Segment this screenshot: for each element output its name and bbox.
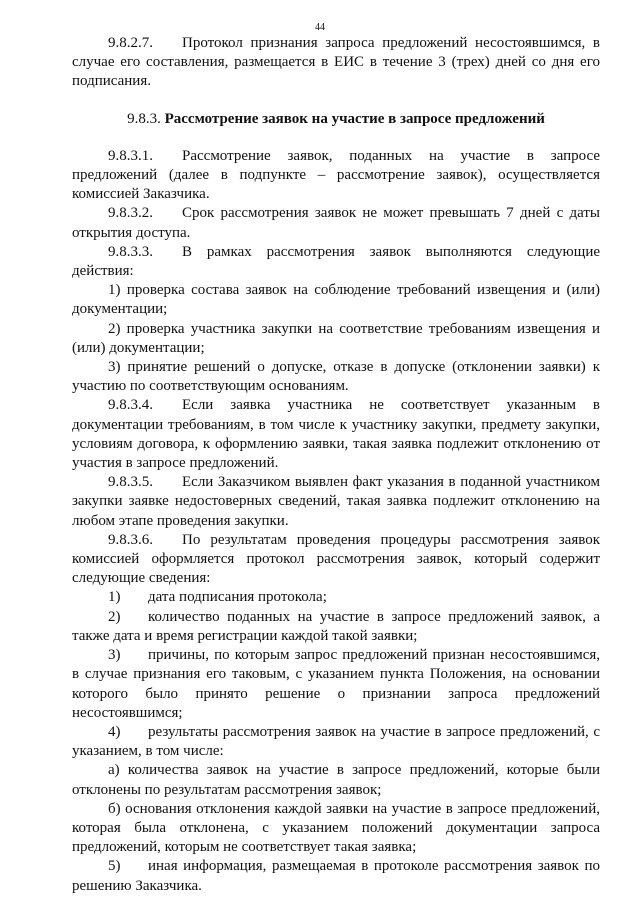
action-item-1: 1) проверка состава заявок на соблюдение требований извещения и (или) документации; [72, 282, 600, 318]
clause-number: 9.8.3.5. [108, 474, 153, 491]
paragraph-9-8-2-7 [72, 34, 600, 92]
item-number: 3) [108, 647, 121, 664]
action-item-3: 3) принятие решений о допуске, отказе в допуске (отклонении заявки) к участию по соответствующим основаниям. [72, 359, 600, 395]
item-text: причины, по которым запрос предложений признан несостоявшимся, в случае признания его таковым, с указанием пункта Положения, на основании которого было принято решение о признании запроса предложений несостоявшимся; [72, 647, 600, 721]
protocol-item-2 [72, 608, 600, 646]
paragraph-text: Срок рассмотрения заявок не может превышать 7 дней с даты открытия доступа. [72, 205, 600, 241]
item-number: 5) [108, 858, 121, 875]
paragraph-9-8-3-2 [72, 204, 600, 242]
protocol-item-4 [72, 723, 600, 761]
clause-number: 9.8.2.7. [108, 35, 153, 51]
paragraph-text: Если заявка участника не соответствует указанным в документации требованиям, в том числе к участнику закупки, предмету закупки, условиям договора, к оформлению заявки, такая заявка подлежит отклонению от участия в запросе предложений. [72, 397, 600, 472]
page-number: 44 [315, 22, 325, 33]
clause-number: 9.8.3.1. [108, 147, 153, 164]
clause-number: 9.8.3.4. [108, 397, 153, 414]
section-heading [72, 110, 600, 129]
paragraph-text: По результатам проведения процедуры рассмотрения заявок комиссией оформляется протокол рассмотрения заявок, который содержит следующие сведения: [72, 531, 600, 587]
protocol-item-5 [72, 857, 600, 895]
heading-title: Рассмотрение заявок на участие в запросе предложений [164, 110, 545, 127]
action-item-2: 2) проверка участника закупки на соответствие требованиям извещения и (или) документации; [72, 320, 600, 356]
item-text: дата подписания протокола; [148, 589, 327, 606]
item-number: 1) [108, 589, 121, 606]
item-number: 2) [108, 608, 121, 625]
clause-number: 9.8.3.6. [108, 531, 153, 548]
heading-number: 9.8.3. [127, 110, 161, 127]
item-text: иная информация, размещаемая в протоколе рассмотрения заявок по решению Заказчика. [72, 858, 600, 894]
item-number: 4) [108, 723, 121, 740]
paragraph-text: Если Заказчиком выявлен факт указания в поданной участником закупки заявке недостоверных сведений, такая заявка подлежит отклонению на любом этапе проведения закупки. [72, 474, 600, 529]
paragraph-9-8-3-5 [72, 473, 600, 531]
paragraph-9-8-3-6 [72, 531, 600, 589]
item-text: результаты рассмотрения заявок на участие в запросе предложений, с указанием, в том числе: [72, 723, 600, 760]
clause-number: 9.8.3.3. [108, 243, 153, 260]
sub-item-a: а) количества заявок на участие в запросе предложений, которые были отклонены по результатам рассмотрения заявок; [72, 762, 600, 798]
sub-item-b: б) основания отклонения каждой заявки на участие в запросе предложений, которая была отклонена, с указанием положений документации запроса предложений, которым не соответствует такая заявка; [72, 800, 600, 856]
paragraph-text: Протокол признания запроса предложений несостоявшимся, в случае его составления, размещается в ЕИС в течение 3 (трех) дней со дня его подписания. [72, 35, 600, 90]
paragraph-text: В рамках рассмотрения заявок выполняются следующие действия: [72, 243, 600, 280]
protocol-item-3 [72, 646, 600, 723]
item-text: количество поданных на участие в запросе предложений заявок, а также дата и время регистрации каждой такой заявки; [72, 608, 600, 644]
paragraph-9-8-3-3 [72, 243, 600, 281]
page-content [72, 34, 600, 896]
paragraph-9-8-3-1 [72, 147, 600, 205]
paragraph-9-8-3-4 [72, 396, 600, 473]
paragraph-text: Рассмотрение заявок, поданных на участие в запросе предложений (далее в подпункте – рассмотрение заявок), осуществляется комиссией Заказчика. [72, 147, 600, 203]
protocol-item-1 [72, 588, 600, 607]
clause-number: 9.8.3.2. [108, 205, 153, 222]
